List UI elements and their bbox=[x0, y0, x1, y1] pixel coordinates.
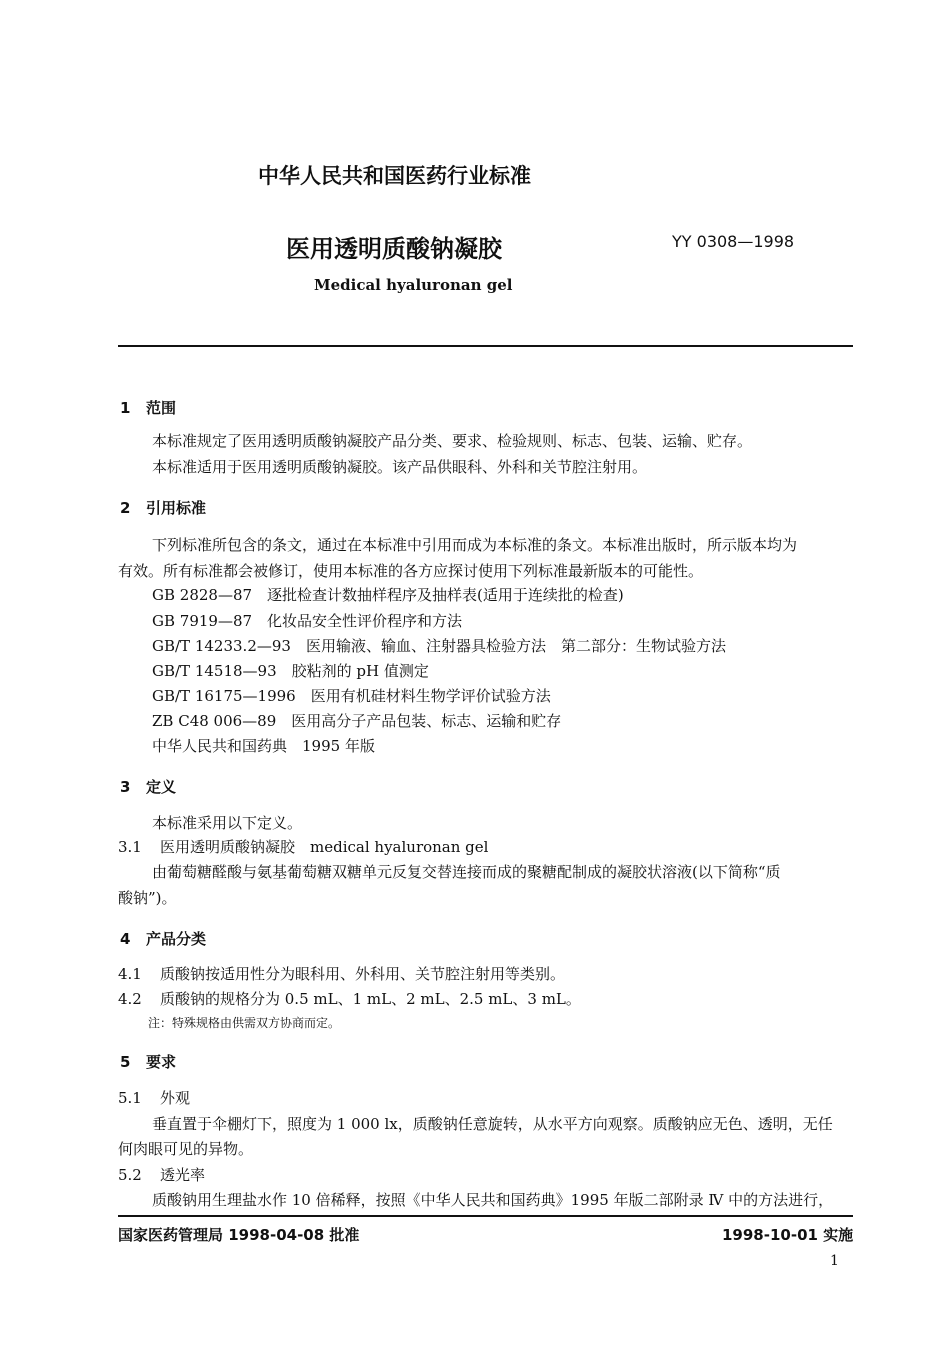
section-3-heading bbox=[120, 776, 176, 797]
clause-4-2-note: 注：特殊规格由供需双方协商而定。 bbox=[148, 1016, 341, 1030]
section-2-number: 2 bbox=[120, 499, 131, 517]
section-1-paragraph-2: 本标准适用于医用透明质酸钠凝胶。该产品供眼科、外科和关节腔注射用。 bbox=[152, 458, 648, 476]
clause-3-1 bbox=[118, 837, 488, 857]
section-4-heading bbox=[120, 928, 206, 949]
document-title-cn: 医用透明质酸钠凝胶 bbox=[286, 235, 502, 263]
clause-5-1-number: 5.1 bbox=[118, 1089, 142, 1107]
clause-3-1-number: 3.1 bbox=[118, 838, 142, 856]
clause-4-2 bbox=[118, 989, 581, 1009]
clause-5-2-text-line-1: 质酸钠用生理盐水作 10 倍稀释，按照《中华人民共和国药典》1995 年版二部附录 Ⅳ 中的方法进行， bbox=[152, 1191, 834, 1209]
clause-3-1-definition-line-1: 由葡萄糖醛酸与氨基葡萄糖双糖单元反复交替连接而成的聚糖配制成的凝胶状溶液(以下简称“质 bbox=[152, 863, 781, 881]
section-5-number: 5 bbox=[120, 1053, 131, 1071]
reference-item: GB/T 16175—1996 医用有机硅材料生物学评价试验方法 bbox=[152, 687, 551, 705]
section-2-heading bbox=[120, 497, 206, 518]
clause-3-1-definition-line-2: 酸钠”)。 bbox=[118, 889, 177, 907]
clause-5-2-title: 透光率 bbox=[160, 1166, 206, 1184]
reference-item: GB 2828—87 逐批检查计数抽样程序及抽样表(适用于连续批的检查) bbox=[152, 586, 624, 604]
document-title-en: Medical hyaluronan gel bbox=[314, 276, 513, 294]
header-rule bbox=[118, 345, 853, 347]
reference-item: 中华人民共和国药典 1995 年版 bbox=[152, 737, 375, 755]
section-1-number: 1 bbox=[120, 399, 131, 417]
section-5-heading bbox=[120, 1051, 176, 1072]
section-3-title: 定义 bbox=[146, 778, 177, 796]
section-2-title: 引用标准 bbox=[146, 499, 207, 517]
reference-item: GB/T 14233.2—93 医用输液、输血、注射器具检验方法 第二部分：生物试验方法 bbox=[152, 637, 726, 655]
footer-rule bbox=[118, 1215, 853, 1217]
section-2-intro-line-2: 有效。所有标准都会被修订，使用本标准的各方应探讨使用下列标准最新版本的可能性。 bbox=[118, 562, 704, 580]
page-number: 1 bbox=[830, 1253, 839, 1269]
clause-5-1-title: 外观 bbox=[160, 1089, 191, 1107]
section-3-number: 3 bbox=[120, 778, 131, 796]
clause-5-2-heading bbox=[118, 1165, 205, 1185]
section-4-title: 产品分类 bbox=[146, 930, 207, 948]
clause-4-1 bbox=[118, 964, 565, 984]
section-1-paragraph-1: 本标准规定了医用透明质酸钠凝胶产品分类、要求、检验规则、标志、包装、运输、贮存。 bbox=[152, 432, 753, 450]
clause-5-1-text-line-2: 何肉眼可见的异物。 bbox=[118, 1140, 254, 1158]
standard-code: YY 0308—1998 bbox=[672, 232, 795, 251]
reference-item: GB 7919—87 化妆品安全性评价程序和方法 bbox=[152, 612, 463, 630]
section-3-intro: 本标准采用以下定义。 bbox=[152, 814, 303, 832]
clause-5-2-number: 5.2 bbox=[118, 1166, 142, 1184]
section-5-title: 要求 bbox=[146, 1053, 177, 1071]
clause-4-1-number: 4.1 bbox=[118, 965, 142, 983]
section-1-title: 范围 bbox=[146, 399, 177, 417]
clause-5-1-text-line-1: 垂直置于伞棚灯下，照度为 1 000 lx，质酸钠任意旋转，从水平方向观察。质酸钠应无色、透明，无任 bbox=[152, 1115, 833, 1133]
issuing-authority: 中华人民共和国医药行业标准 bbox=[258, 164, 531, 188]
reference-item: ZB C48 006—89 医用高分子产品包装、标志、运输和贮存 bbox=[152, 712, 562, 730]
clause-5-1-heading bbox=[118, 1088, 190, 1108]
reference-item: GB/T 14518—93 胶粘剂的 pH 值测定 bbox=[152, 662, 429, 680]
clause-3-1-term: 医用透明质酸钠凝胶 medical hyaluronan gel bbox=[160, 838, 489, 856]
section-2-intro-line-1: 下列标准所包含的条文，通过在本标准中引用而成为本标准的条文。本标准出版时，所示版本均为 bbox=[152, 536, 798, 554]
clause-4-2-text: 质酸钠的规格分为 0.5 mL、1 mL、2 mL、2.5 mL、3 mL。 bbox=[160, 990, 581, 1008]
section-1-heading bbox=[120, 397, 176, 418]
clause-4-1-text: 质酸钠按适用性分为眼科用、外科用、关节腔注射用等类别。 bbox=[160, 965, 566, 983]
implementation-date: 1998-10-01 实施 bbox=[722, 1226, 854, 1244]
approval-date: 国家医药管理局 1998-04-08 批准 bbox=[118, 1226, 360, 1244]
section-4-number: 4 bbox=[120, 930, 131, 948]
clause-4-2-number: 4.2 bbox=[118, 990, 142, 1008]
